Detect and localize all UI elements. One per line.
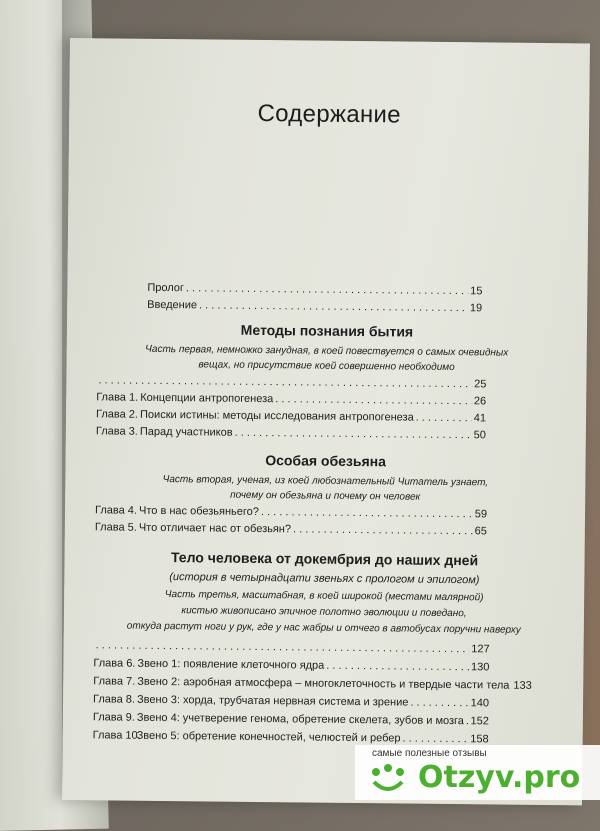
toc-chapter [93,657,489,673]
leader-dots [199,299,468,314]
toc-entry-page: 25 [474,378,486,390]
leader-dots [261,506,473,520]
chapter-title: Звено 3: хорда, трубчатая нервная система и зрение [137,694,408,709]
toc-entry-label: Введение [147,299,197,312]
leader-dots [326,660,469,673]
chapter-title: Концепции антропогенеза [140,392,273,405]
part-subtitle-line: (история в четырнадцати звеньях с прологом и эпилогом) [64,569,584,589]
chapter-number: Глава 10. [93,729,137,741]
toc-part-start [94,639,490,655]
chapter-page: 130 [471,661,489,673]
toc-chapter [93,711,489,727]
chapter-number: Глава 2. [96,408,140,420]
toc-title: Содержание [69,98,589,131]
chapter-number: Глава 1. [96,391,140,403]
part-subtitle-line: откуда растут ноги у рук, где у нас жабры и отчего в автобусах поручни наверху [64,618,584,638]
part-subtitle-line: Часть третья, масштабная, в коей широкой (местами малярной) [64,586,584,606]
chapter-title: Звено 4: учетверение генома, обретение скелета, зубов и мозга [137,712,464,727]
part-subtitle-line: Часть первая, немножко занудная, в коей повествуется о самых очевидных [67,341,587,361]
chapter-number: Глава 8. [93,693,137,705]
toc-chapter [95,504,487,520]
chapter-title: Звено 1: появление клеточного ядра [137,658,324,672]
part-subtitle-line: кистью живописано эпичное полотно эволюции и поведано, [64,602,584,622]
toc-chapter [93,675,489,691]
leader-dots [466,715,469,727]
chapter-page: 140 [471,697,489,709]
chapter-page: 59 [475,508,487,520]
chapter-page: 133 [513,680,531,692]
chapter-number: Глава 3. [96,425,140,437]
toc-entry-prologue [147,282,482,298]
part-title: Тело человека от докембрия до наших дней [64,548,584,569]
part-subtitle-line: вещах, но присутствие коей совершенно необходимо [67,356,587,376]
leader-dots [416,412,472,425]
chapter-number: Глава 7. [93,675,137,687]
chapter-number: Глава 5. [95,521,139,533]
chapter-title: Что отличает нас от обезьян? [139,522,291,536]
toc-chapter [95,521,487,537]
leader-dots [96,639,470,655]
leader-dots [293,523,473,537]
leader-dots [410,697,468,710]
chapter-page: 152 [470,715,488,727]
toc-chapter [93,729,489,745]
toc-entry-label: Пролог [147,282,184,294]
leader-dots [235,427,472,441]
chapter-title: Что в нас обезьяньего? [139,505,259,518]
chapter-title: Звено 5: обретение конечностей, челюстей и ребер [137,730,401,745]
chapter-title: Поиски истины: методы исследования антропогенеза [140,409,414,424]
toc-chapter [96,391,486,407]
chapter-page: 41 [474,412,486,424]
part-subtitle-line: Часть вторая, ученая, из коей любознательный Читатель узнает, [65,471,585,491]
chapter-page: 65 [475,525,487,537]
book-page [62,38,590,805]
part-title: Особая обезьяна [66,450,586,471]
table-of-contents [62,38,590,805]
leader-dots [98,374,472,390]
chapter-page: 26 [474,395,486,407]
watermark-tagline: самые полезные отзывы [372,748,487,759]
leader-dots [403,733,469,746]
part-title: Методы познания бытия [67,320,587,341]
toc-entry-page: 127 [471,643,489,655]
leader-dots [186,282,468,297]
toc-entry-page: 15 [470,285,482,297]
toc-entry-page: 19 [470,302,482,314]
watermark-name: Otzyv.pro [418,760,580,795]
chapter-number: Глава 4. [95,504,139,516]
toc-entry-introduction [147,299,482,315]
leader-dots [275,393,472,407]
chapter-title: Звено 2: аэробная атмосфера – многоклеточность и твердые части тела [137,676,509,692]
toc-part-start [96,374,486,390]
toc-chapter [96,425,486,441]
chapter-number: Глава 6. [93,657,137,669]
chapter-title: Парад участников [140,426,233,439]
chapter-page: 50 [474,429,486,441]
part-subtitle-line: почему он обезьяна и почему он человек [65,486,585,506]
chapter-number: Глава 9. [93,711,137,723]
toc-chapter [96,408,486,424]
chapter-page: 158 [470,733,488,745]
toc-chapter [93,693,489,709]
otzyv-logo-icon [368,762,408,796]
